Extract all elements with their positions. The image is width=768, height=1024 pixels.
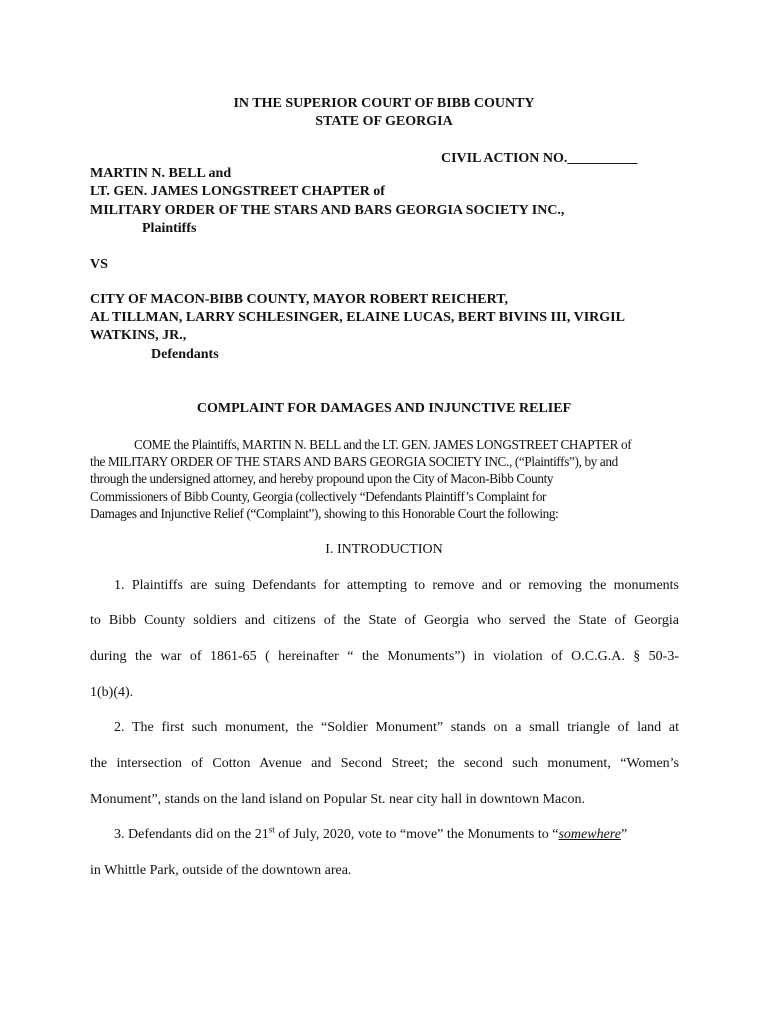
paragraph-1-line-2: to Bibb County soldiers and citizens of the State of Georgia who served the State of Georgia — [90, 613, 679, 628]
defendant-line-2: AL TILLMAN, LARRY SCHLESINGER, ELAINE LUCAS, BERT BIVINS III, VIRGIL — [90, 310, 625, 325]
defendant-line-3: WATKINS, JR., — [90, 328, 187, 343]
opening-line-2: the MILITARY ORDER OF THE STARS AND BARS GEORGIA SOCIETY INC., (“Plaintiffs”), by and — [90, 454, 618, 469]
court-heading: IN THE SUPERIOR COURT OF BIBB COUNTY — [233, 96, 535, 111]
opening-line-5: Damages and Injunctive Relief (“Complaint”), showing to this Honorable Court the following: — [90, 506, 559, 521]
complaint-title: COMPLAINT FOR DAMAGES AND INJUNCTIVE RELIEF — [196, 401, 572, 416]
paragraph-3-line-1 — [114, 826, 627, 843]
paragraph-2-line-2: the intersection of Cotton Avenue and Second Street; the second such monument, “Women’s — [90, 756, 679, 771]
emphasized-somewhere: somewhere — [558, 827, 621, 842]
state-heading: STATE OF GEORGIA — [315, 114, 453, 129]
opening-line-4: Commissioners of Bibb County, Georgia (collectively “Defendants Plaintiff’s Complaint for — [90, 489, 547, 504]
paragraph-2-line-3: Monument”, stands on the land island on Popular St. near city hall in downtown Macon. — [90, 792, 585, 807]
paragraph-1-line-4: 1(b)(4). — [90, 685, 134, 700]
ordinal-suffix: st — [268, 824, 275, 835]
versus-label: VS — [90, 257, 108, 272]
plaintiff-name-line: MARTIN N. BELL and — [90, 166, 232, 181]
plaintiff-society-line: MILITARY ORDER OF THE STARS AND BARS GEORGIA SOCIETY INC., — [90, 203, 565, 218]
paragraph-3-text-middle: of July, 2020, vote to “move” the Monuments to “ — [274, 827, 559, 842]
paragraph-2-line-1: 2. The first such monument, the “Soldier Monument” stands on a small triangle of land at — [114, 720, 679, 735]
defendant-line-1: CITY OF MACON-BIBB COUNTY, MAYOR ROBERT REICHERT, — [90, 292, 509, 307]
section-heading: I. INTRODUCTION — [325, 542, 443, 557]
paragraph-1-line-1: 1. Plaintiffs are suing Defendants for attempting to remove and or removing the monuments — [114, 578, 679, 593]
paragraph-3-text-start: 3. Defendants did on the 21 — [114, 827, 269, 842]
plaintiff-chapter-line: LT. GEN. JAMES LONGSTREET CHAPTER of — [90, 184, 385, 199]
plaintiffs-label: Plaintiffs — [142, 221, 197, 236]
civil-action-number: CIVIL ACTION NO.__________ — [441, 151, 638, 166]
paragraph-3-line-2: in Whittle Park, outside of the downtown area. — [90, 863, 352, 878]
opening-line-1: COME the Plaintiffs, MARTIN N. BELL and the LT. GEN. JAMES LONGSTREET CHAPTER of — [134, 437, 632, 452]
paragraph-1-line-3: during the war of 1861-65 ( hereinafter “ the Monuments”) in violation of O.C.G.A. § 50-3- — [90, 649, 679, 664]
paragraph-3-text-end: ” — [620, 827, 628, 842]
opening-line-3: through the undersigned attorney, and hereby propound upon the City of Macon-Bibb County — [90, 471, 554, 486]
defendants-label: Defendants — [151, 347, 219, 362]
